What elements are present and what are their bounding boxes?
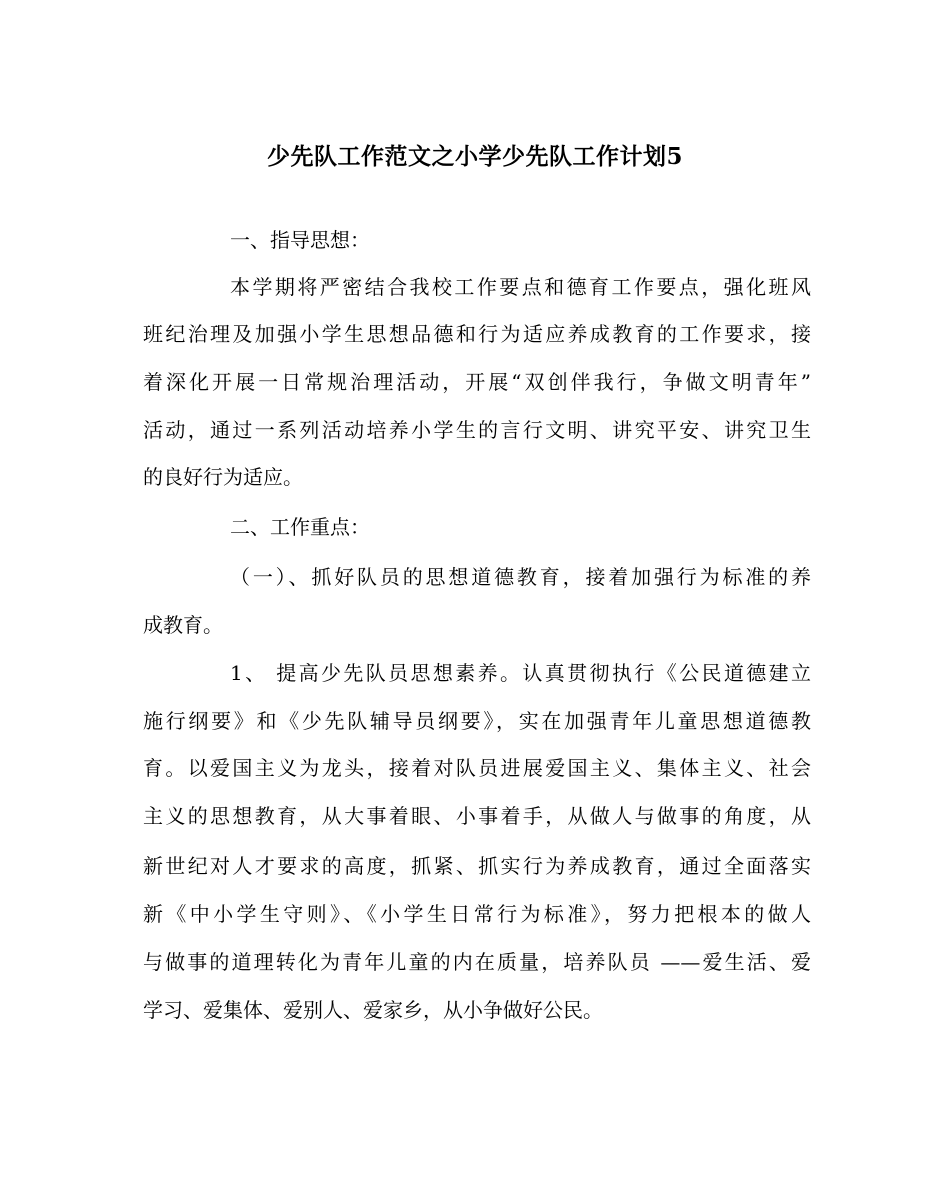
paragraph-line: 着深化开展一日常规治理活动，开展“双创伴我行，争做文明青年”: [143, 370, 811, 394]
paragraph-line: 本学期将严密结合我校工作要点和德育工作要点，强化班风: [230, 275, 811, 299]
paragraph-line: 主义的思想教育，从大事着眼、小事着手，从做人与做事的角度，从: [143, 804, 811, 828]
document-title: 少先队工作范文之小学少先队工作计划5: [266, 143, 683, 170]
paragraph-line: 施行纲要》和《少先队辅导员纲要》，实在加强青年儿童思想道德教: [143, 709, 811, 733]
section-heading-guiding-ideology: 一、指导思想：: [230, 228, 370, 252]
paragraph-line: 的良好行为适应。: [143, 465, 303, 489]
paragraph-line: 活动，通过一系列活动培养小学生的言行文明、讲究平安、讲究卫生: [143, 418, 811, 442]
paragraph-line: （一）、抓好队员的思想道德教育，接着加强行为标准的养: [230, 565, 811, 589]
paragraph-line: 新世纪对人才要求的高度，抓紧、抓实行为养成教育，通过全面落实: [143, 854, 811, 878]
paragraph-line: 与做事的道理转化为青年儿童的内在质量，培养队员 ——爱生活、爱: [143, 950, 811, 974]
paragraph-line: 1、 提高少先队员思想素养。认真贯彻执行《公民道德建立: [230, 661, 811, 685]
paragraph-line: 新《中小学生守则》、《小学生日常行为标准》，努力把根本的做人: [143, 902, 811, 926]
section-heading-work-focus: 二、工作重点：: [230, 515, 370, 539]
paragraph-line: 学习、爱集体、爱别人、爱家乡，从小争做好公民。: [143, 998, 603, 1022]
paragraph-line: 班纪治理及加强小学生思想品德和行为适应养成教育的工作要求，接: [143, 322, 811, 346]
paragraph-line: 育。以爱国主义为龙头，接着对队员进展爱国主义、集体主义、社会: [143, 756, 811, 780]
paragraph-line: 成教育。: [143, 613, 223, 637]
